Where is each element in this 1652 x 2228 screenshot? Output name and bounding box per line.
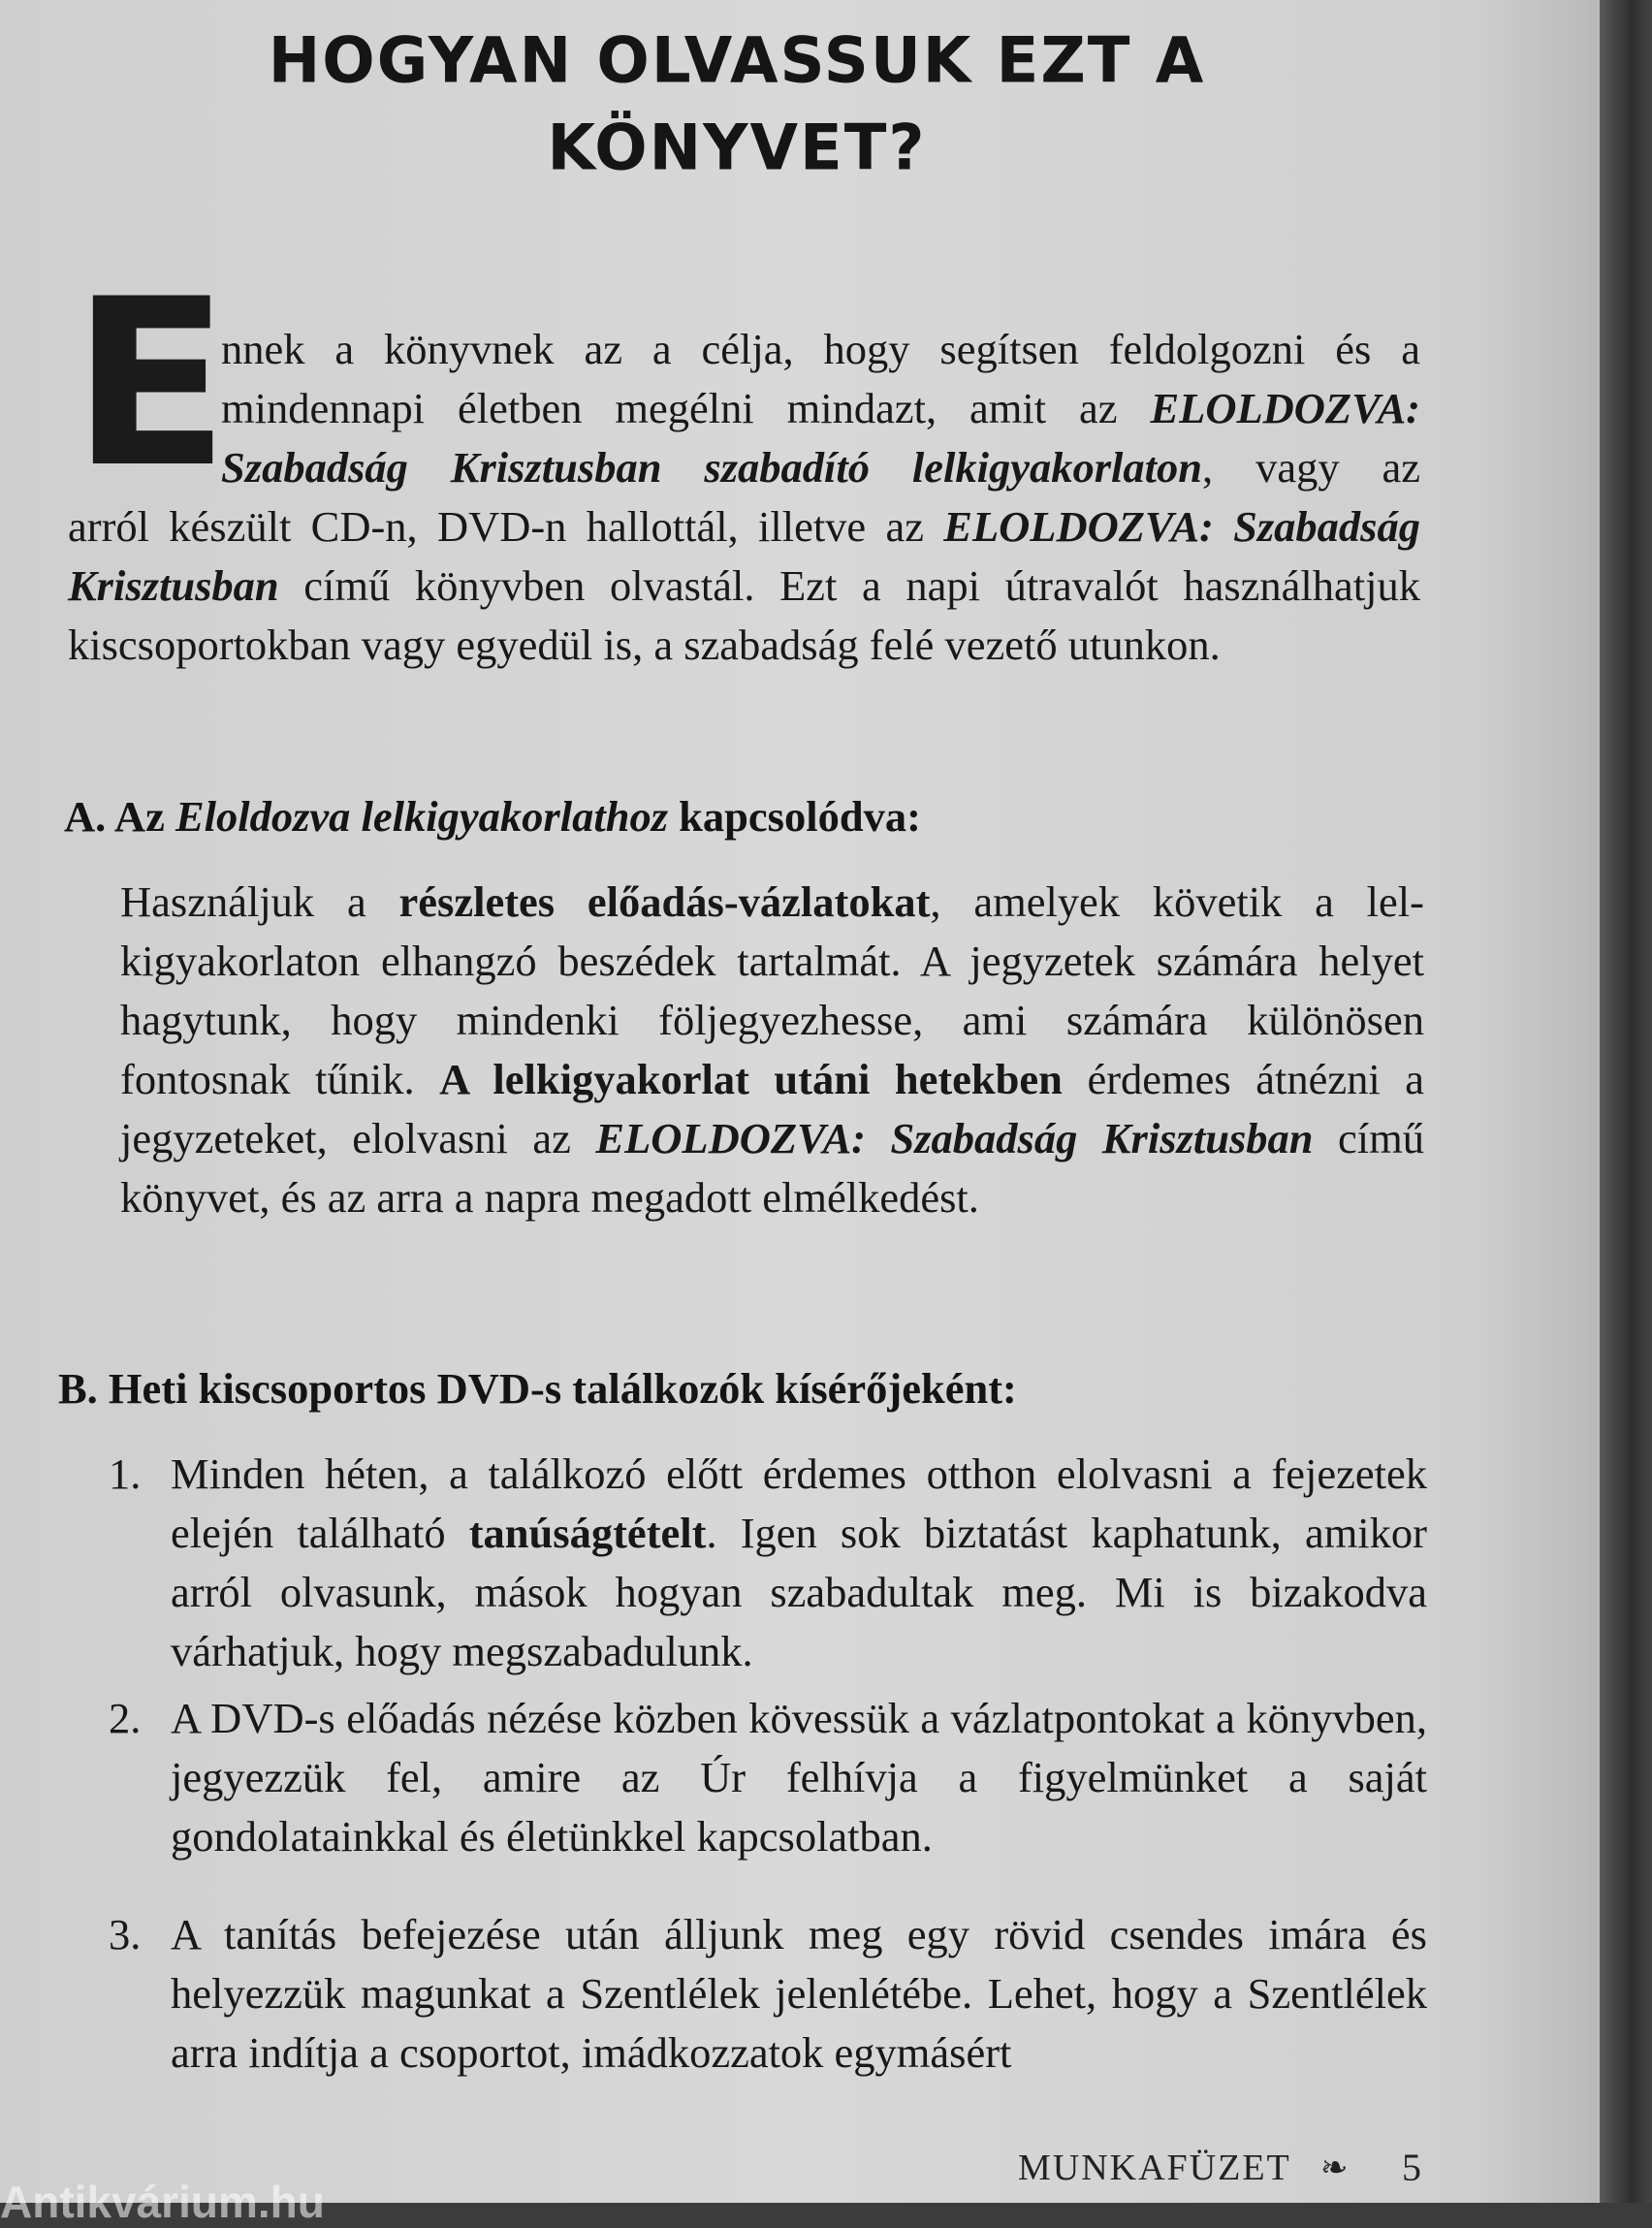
title-line-2: KÖNYVET? [547, 111, 927, 185]
intro-book-title: ELOLDOZVA: Szabadság Krisztusban [68, 502, 1420, 610]
intro-opening-lines [221, 320, 1420, 497]
intro-line-3-text: , vagy az [1202, 443, 1420, 492]
intro-rest-text-a: arról készült CD-n, DVD-n hallottál, illetve az [68, 502, 944, 551]
section-a-text-2: , amelyek követik a lelkigyakorlaton elhangzó beszédek tartalmát. A jegyzetek számára helyet hagytunk, hogy mindenki följegyezhesse, ami számára különösen fontosnak tűnik. [120, 877, 1424, 1103]
section-a-heading-suffix: kapcsolódva: [668, 792, 921, 841]
intro-line-1: nnek a könyvnek az a célja, hogy segítsen feldolgozni és a [221, 325, 1420, 373]
section-a-heading-italic: Eloldozva lelkigyakorlathoz [175, 792, 669, 841]
intro-rest-text-c: című könyvben olvastál. Ezt a napi útravalót használhatjuk kiscsoportokban vagy egyedül is, a szabadság felé vezető utunkon. [68, 561, 1420, 669]
list-item [109, 1445, 1427, 1675]
intro-paragraph-rest [68, 497, 1420, 675]
section-a-text-4: című könyvet, és az arra a napra megadott elmélkedést. [120, 1114, 1425, 1222]
list-item-number: 2. [109, 1694, 142, 1742]
drop-cap: E [72, 250, 230, 519]
intro-title-ref-2: Szabadság Krisztusban szabadító lelkigyakorlaton [221, 443, 1203, 492]
footer-label: MUNKAFÜZET [1018, 2148, 1291, 2188]
section-a-body [120, 873, 1424, 1227]
intro-line-3 [221, 438, 1420, 497]
list-item-bold: tanúságtételt [468, 1509, 707, 1557]
page-edge-shadow [1600, 0, 1652, 2203]
intro-title-ref-1: ELOLDOZVA: [1150, 384, 1420, 432]
intro-line-2 [221, 379, 1420, 438]
section-b-list [109, 1445, 1427, 2083]
section-a-bold-1: részletes előadás-vázlatokat [398, 877, 931, 926]
section-a-bold-2: A lelkigyakorlat utáni hetekben [439, 1055, 1063, 1103]
list-item-number: 1. [109, 1449, 142, 1498]
list-item-text: A tanítás befejezése után álljunk meg egy rövid csendes imára és helyezzük magunkat a Szentlélek jelenlétébe. Lehet, hogy a Szentlélek arra indítja a csoportot, imádkozzatok egymásért [171, 1910, 1427, 2077]
page-title [0, 17, 1474, 192]
footer-ornament-icon: ❧ [1320, 2148, 1349, 2187]
list-item [109, 1905, 1427, 2083]
list-item-text: Minden héten, a találkozó előtt érdemes otthon elolvasni a fejezetek elején található [171, 1449, 1427, 1557]
section-a-text-3: érdemes átnézni a jegyzeteket, elolvasni az [120, 1055, 1424, 1162]
list-item-text-end: . Igen sok biztatást kaphatunk, amikor arról olvasunk, mások hogyan szabadultak meg. Mi is bizakodva várhatjuk, hogy megszabadulunk. [171, 1509, 1427, 1675]
section-a-text-1: Használjuk a [120, 877, 399, 926]
list-item [109, 1689, 1427, 1895]
list-item-text: A DVD-s előadás nézése közben kövessük a vázlatpontokat a könyvben, jegyezzük fel, amire az Úr felhívja a figyelmünket a saját gondolatainkkal és életünkkel kapcsolatban. [171, 1694, 1427, 1861]
section-b-heading: B. Heti kiscsoportos DVD-s találkozók kísérőjeként: [58, 1364, 1017, 1413]
list-item-number: 3. [109, 1910, 142, 1958]
watermark: Antikvárium.hu [0, 2177, 325, 2227]
intro-line-2-text: mindennapi életben megélni mindazt, amit az [221, 384, 1151, 432]
title-line-1: HOGYAN OLVASSUK EZT A [268, 24, 1206, 98]
page-number: 5 [1402, 2146, 1421, 2189]
section-a-heading [64, 791, 921, 842]
section-a-book-title: ELOLDOZVA: Szabadság Krisztusban [595, 1114, 1314, 1162]
section-a-heading-prefix: A. Az [64, 792, 175, 841]
